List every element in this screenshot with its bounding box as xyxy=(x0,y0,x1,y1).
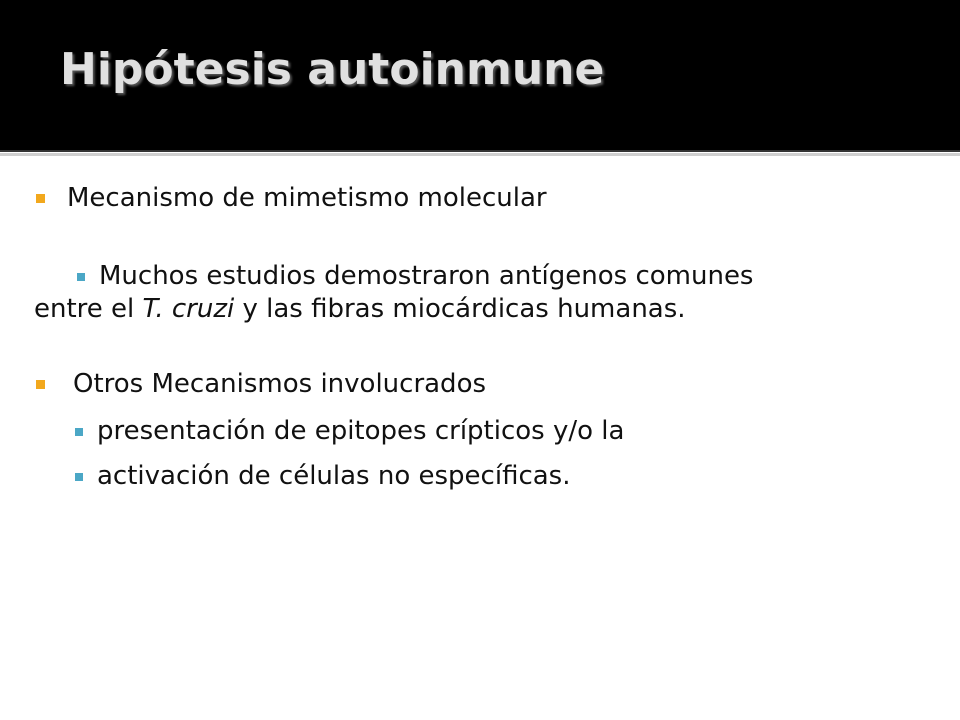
bullet-subitem-2-2 xyxy=(75,460,570,493)
subitem-1-1-italic-species: T. cruzi xyxy=(142,293,235,324)
square-bullet-icon xyxy=(75,428,83,436)
slide-title: Hipótesis autoinmune xyxy=(60,44,605,95)
bullet-item-1-text: Mecanismo de mimetismo molecular xyxy=(67,183,547,213)
divider-light xyxy=(0,153,960,156)
bullet-item-2-text: Otros Mecanismos involucrados xyxy=(73,369,487,399)
subitem-1-1-text-line2: entre el xyxy=(34,293,143,324)
bullet-item-2 xyxy=(36,368,486,401)
subitem-1-1-text-line1: Muchos estudios demostraron antígenos comunes xyxy=(99,261,754,291)
subitem-2-2-text: activación de células no específicas. xyxy=(97,461,571,491)
bullet-subitem-1-1 xyxy=(34,260,934,325)
bullet-subitem-2-1 xyxy=(75,415,624,448)
subitem-2-1-text: presentación de epitopes crípticos y/o la xyxy=(97,416,625,446)
square-bullet-icon xyxy=(77,273,85,281)
bullet-item-1 xyxy=(36,182,547,215)
square-bullet-icon xyxy=(75,473,83,481)
subitem-1-1-text-end: y las fibras miocárdicas humanas. xyxy=(234,293,686,324)
square-bullet-icon xyxy=(36,380,45,389)
square-bullet-icon xyxy=(36,194,45,203)
divider-dark xyxy=(0,150,960,152)
title-bar xyxy=(0,0,960,150)
